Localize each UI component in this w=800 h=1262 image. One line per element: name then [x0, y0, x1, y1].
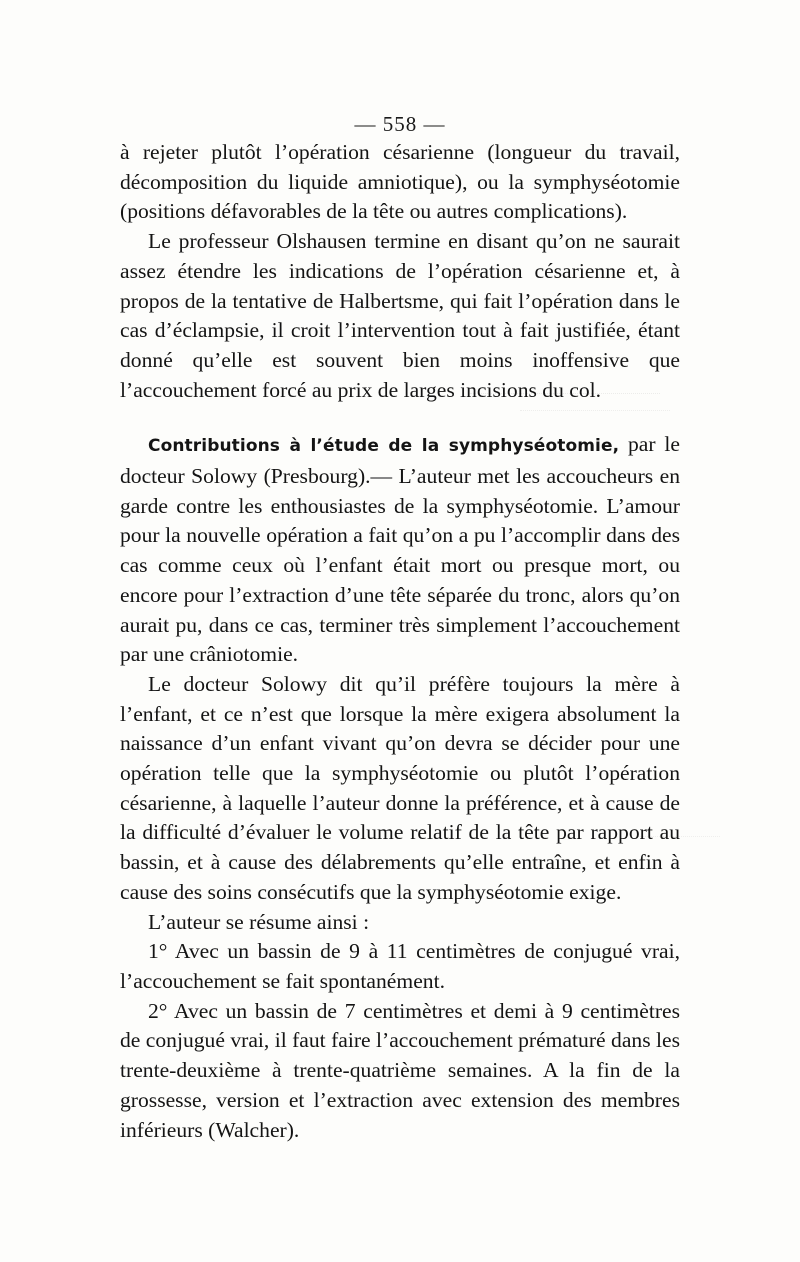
- section-heading: Contributions à l’étude de la symphyséotomie,: [148, 436, 620, 457]
- paragraph-solowy-preference: Le docteur Solowy dit qu’il préfère toujours la mère à l’enfant, et ce n’est que lorsque la mère exigera absolument la naissance d’un enfant vivant qu’on devra se décider pour une opération telle que la symphyséotomie ou plutôt l’opération césarienne, à laquelle l’auteur donne la préférence, et à cause de la difficulté d’évaluer le volume relatif de la tête par rapport au bassin, et à cause des délabrements qu’elle entraîne, et enfin à cause des soins consécutifs que la symphyséotomie exige.: [120, 671, 680, 904]
- paragraph-point-2: 2° Avec un bassin de 7 centimètres et demi à 9 centimètres de conjugué vrai, il faut faire l’accouchement prématuré dans les trente-deuxième à trente-quatrième semaines. A la fin de la grossesse, version et l’extraction avec extension des membres inférieurs (Walcher).: [120, 998, 680, 1142]
- paragraph-solowy-intro: [120, 430, 680, 670]
- paragraph-summary-intro: L’auteur se résume ainsi :: [148, 909, 370, 934]
- page-number: — 558 —: [354, 112, 446, 136]
- paragraph-continuation: à rejeter plutôt l’opération césarienne (longueur du travail, décomposition du liquide amniotique), ou la symphyséotomie (positions défavorables de la tête ou autres complications).: [120, 140, 680, 224]
- paragraph-olshausen: Le professeur Olshausen termine en disant qu’on ne saurait assez étendre les indications de l’opération césarienne et, à propos de la tentative de Halbertsme, qui fait l’opération dans le cas d’éclampsie, il croit l’intervention tout à fait justifiée, étant donné qu’elle est souvent bien moins inoffensive que l’accouchement forcé au prix de larges incisions du col.: [120, 229, 680, 402]
- paragraph-point-1: 1° Avec un bassin de 9 à 11 centimètres de conjugué vrai, l’accouchement se fait spontanément.: [120, 939, 680, 993]
- section-intro-text: par le docteur Solowy (Presbourg).— L’auteur met les accoucheurs en garde contre les enthousiastes de la symphyséotomie. L’amour pour la nouvelle opération a fait qu’on a pu l’accomplir dans des cas comme ceux où l’enfant était mort ou presque mort, ou encore pour l’extraction d’une tête séparée du tronc, alors qu’on aurait pu, dans ce cas, terminer très simplement l’accouchement par une crâniotomie.: [120, 432, 680, 667]
- section-spacer: [120, 405, 680, 430]
- body-text: [120, 138, 680, 1145]
